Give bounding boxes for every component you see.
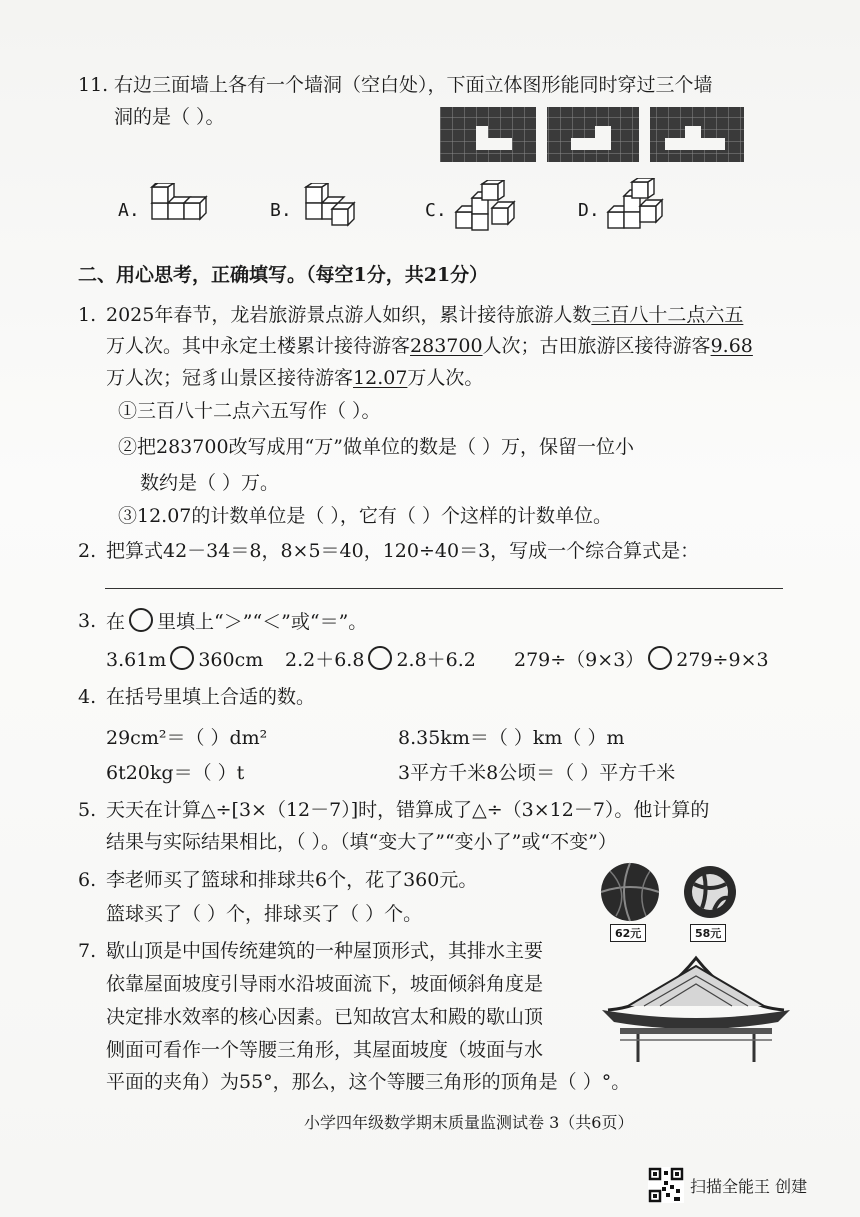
q1-sub1[interactable]: ①三百八十二点六五写作（ ）。 [118,400,381,422]
q3-text-a: 在 [106,611,126,633]
volleyball-price-tag: 58元 [690,924,726,942]
option-d-cubes [604,178,672,232]
q1-sub2[interactable]: ②把283700改写成用“万”做单位的数是（ ）万，保留一位小 [118,436,634,458]
q4-text: 在括号里填上合适的数。 [106,686,316,708]
compare-circle-1[interactable] [170,646,194,670]
qr-code-icon [648,1167,684,1203]
q4-item-a[interactable]: 29cm²＝（ ）dm² [106,727,268,749]
basketball-price-tag: 62元 [610,924,646,942]
q3-c3-right: 279÷9×3 [676,649,769,671]
q4-number: 4. [78,686,97,708]
q1-line2 [106,333,753,359]
q6-number: 6. [78,869,97,891]
q1-underlined-tulou: 283700 [410,335,483,357]
option-c-label[interactable]: C. [425,200,447,221]
q7-line5[interactable]: 平面的夹角）为55°，那么，这个等腰三角形的顶角是（ ）°。 [106,1071,631,1093]
q1-line3-text-a: 万人次；冠豸山景区接待游客 [106,367,354,389]
q6-line2[interactable]: 篮球买了（ ）个，排球买了（ ）个。 [106,903,423,925]
q11-line1: 右边三面墙上各有一个墙洞（空白处），下面立体图形能同时穿过三个墙 [114,74,713,96]
q1-line3-text-b: 万人次。 [407,367,484,389]
q3-text-b: 里填上“＞”“＜”或“＝”。 [157,611,368,633]
page-footer: 小学四年级数学期末质量监测试卷 3（共6页） [304,1113,634,1132]
q5-line2[interactable]: 结果与实际结果相比，（ ）。（填“变大了”“变小了”或“不变”） [106,831,617,853]
wall-1 [440,107,536,162]
q11-line2: 洞的是（ ）。 [114,106,225,128]
option-c-cubes [452,180,524,232]
q5-number: 5. [78,799,97,821]
q3-c1-left: 3.61m [106,649,167,671]
option-d-label[interactable]: D. [578,200,600,221]
q7-line1: 歇山顶是中国传统建筑的一种屋顶形式，其排水主要 [106,940,544,962]
xieshan-roof-icon [598,950,794,1062]
compare-circle-2[interactable] [368,646,392,670]
option-b-cubes [302,183,370,231]
q3-c2-right: 2.8＋6.2 [396,649,476,671]
q11-number: 11. [78,74,109,96]
q7-number: 7. [78,940,97,962]
q1-line2-text-a: 万人次。其中永定土楼累计接待游客 [106,335,411,357]
volleyball-icon [680,862,740,922]
wall-3 [650,107,744,162]
q3-c1-right: 360cm [198,649,264,671]
scanner-watermark: 扫描全能王 创建 [690,1177,808,1196]
q4-item-d[interactable]: 3平方千米8公顷＝（ ）平方千米 [398,762,676,784]
q1-line1-text: 2025年春节，龙岩旅游景点游人如织，累计接待旅游人数 [106,304,592,326]
basketball-icon [596,862,668,924]
q1-underlined-gutian: 9.68 [710,335,753,357]
q7-line4: 侧面可看作一个等腰三角形，其屋面坡度（坡面与水 [106,1039,544,1061]
q4-item-c[interactable]: 6t20kg＝（ ）t [106,762,245,784]
q7-line3: 决定排水效率的核心因素。已知故宫太和殿的歇山顶 [106,1006,544,1028]
q3-compare-1 [106,646,263,673]
q2-number: 2. [78,540,97,562]
q3-number: 3. [78,610,97,632]
q7-line2: 依靠屋面坡度引导雨水沿坡面流下，坡面倾斜角度是 [106,973,544,995]
q3-text [106,608,367,635]
q1-line2-text-b: 人次；古田旅游区接待游客 [482,335,711,357]
q2-text: 把算式42－34＝8，8×5＝40，120÷40＝3，写成一个综合算式是： [106,540,700,562]
q3-compare-2 [285,646,476,673]
q3-c3-left: 279÷（9×3） [514,649,645,671]
wall-holes-figure [440,105,746,165]
option-b-label[interactable]: B. [270,200,292,221]
q2-answer-line[interactable] [105,588,783,589]
q1-underlined-number-words: 三百八十二点六五 [591,304,744,326]
q3-compare-3 [514,646,769,673]
option-a-cubes [148,183,216,231]
q1-sub2-continued[interactable]: 数约是（ ）万。 [140,472,280,494]
q1-line1 [106,302,743,328]
q1-underlined-guanzhishan: 12.07 [353,367,408,389]
q1-line3 [106,365,483,391]
q5-line1: 天天在计算△÷[3×（12－7）]时，错算成了△÷（3×12－7）。他计算的 [106,799,710,821]
q6-line1: 李老师买了篮球和排球共6个，花了360元。 [106,869,478,891]
wall-2 [547,107,639,162]
q3-c2-left: 2.2＋6.8 [285,649,365,671]
compare-circle-3[interactable] [648,646,672,670]
q4-item-b[interactable]: 8.35km＝（ ）km（ ）m [398,727,625,749]
q1-number: 1. [78,304,97,326]
circle-icon [129,608,153,632]
section-2-title: 二、用心思考，正确填写。（每空1分，共21分） [78,264,489,286]
option-a-label[interactable]: A. [118,200,140,221]
q1-sub3[interactable]: ③12.07的计数单位是（ ），它有（ ）个这样的计数单位。 [118,505,612,527]
